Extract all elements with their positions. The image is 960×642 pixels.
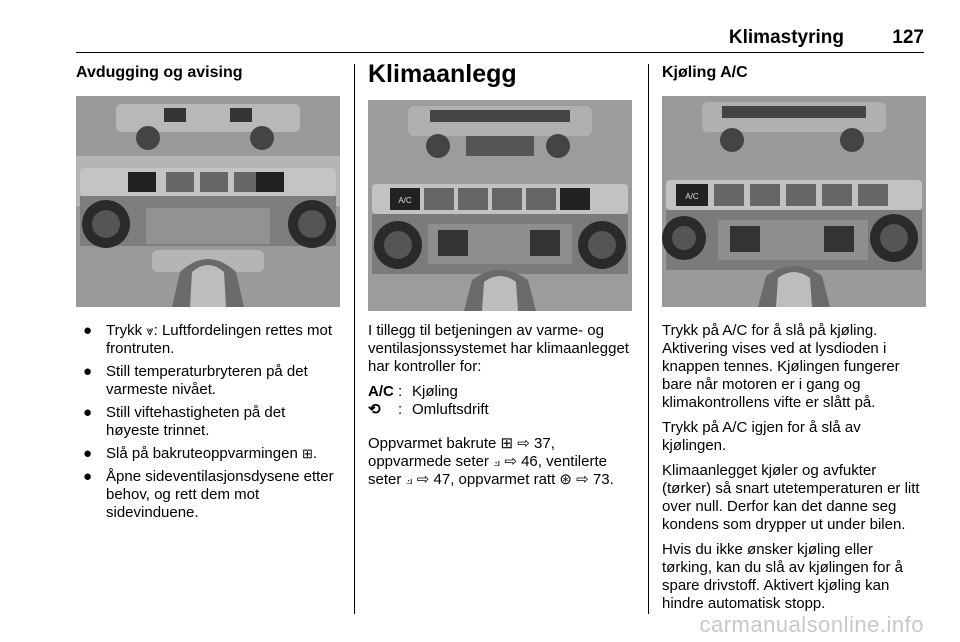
ac-button-label: A/C <box>685 192 699 201</box>
section-heading: Klimaanlegg <box>368 60 517 88</box>
ac-button-label: A/C <box>398 196 412 205</box>
column-air-conditioning <box>368 60 632 90</box>
chapter-title: Klimastyring <box>728 27 844 48</box>
windshield-defrost-icon: ⩔ <box>146 323 154 338</box>
list-item: ⟲ : Omluftsdrift <box>368 401 489 418</box>
recirculation-icon: ⟲ <box>368 401 381 418</box>
paragraph: Trykk på A/C igjen for å slå av kjølingen. <box>662 419 861 454</box>
paragraph: Trykk på A/C for å slå på kjøling. Aktivering vises ved at lysdioden i knappen tennes. Kjølingen fungerer bare når motoren er i gang og klimakontrollens vifte er slått på. <box>662 322 900 411</box>
climate-panel-photo-cooling <box>662 96 926 307</box>
paragraph: Hvis du ikke ønsker kjøling eller tørking, kan du slå av kjølingen for å spare drivstoff. Aktivert kjøling kan hindre automatisk stopp. <box>662 541 903 612</box>
list-item: A/C : Kjøling <box>368 383 458 400</box>
ac-key: A/C <box>368 383 394 400</box>
section-heading: Kjøling A/C <box>662 64 748 81</box>
intro-paragraph: I tillegg til betjeningen av varme- og ventilasjonssystemet har klimaanlegget har kontroller for: <box>368 322 629 375</box>
controls-list <box>368 383 632 419</box>
ac-description <box>368 322 632 489</box>
list-item: ● Trykk ⩔: Luftfordelingen rettes mot frontruten. <box>83 322 333 357</box>
column-cooling <box>662 64 926 90</box>
list-item: ● Åpne sideventilasjonsdysene etter behov, og rett dem mot sidevinduene. <box>83 468 334 521</box>
list-item: ● Still viftehastigheten på det høyeste trinnet. <box>83 404 286 439</box>
watermark: carmanualsonline.info <box>699 612 924 637</box>
cooling-description <box>662 322 926 613</box>
column-divider <box>648 64 649 614</box>
list-item: ● Slå på bakruteoppvarmingen ⊞. <box>83 445 318 462</box>
page-header <box>76 26 924 53</box>
rear-window-heater-icon: ⊞ <box>301 446 313 461</box>
climate-panel-photo-defrost <box>76 96 340 307</box>
defrost-steps <box>76 322 340 527</box>
list-item: ● Still temperaturbryteren på det varmeste nivået. <box>83 363 308 398</box>
reference-paragraph: Oppvarmet bakrute ⊞ ⇨ 37, oppvarmede seter ⟓ ⇨ 46, ventilerte seter ⟓ ⇨ 47, oppvarmet ratt ⊛ ⇨ 73. <box>368 435 614 488</box>
climate-panel-photo-ac <box>368 100 632 311</box>
paragraph: Klimaanlegget kjøler og avfukter (tørker) så snart utetemperaturen er litt over null. Derfor kan det danne seg kondens som drypper ut under bilen. <box>662 462 920 533</box>
section-heading: Avdugging og avising <box>76 64 243 81</box>
column-divider <box>354 64 355 614</box>
page-number: 127 <box>892 27 924 48</box>
column-defrost <box>76 64 340 90</box>
